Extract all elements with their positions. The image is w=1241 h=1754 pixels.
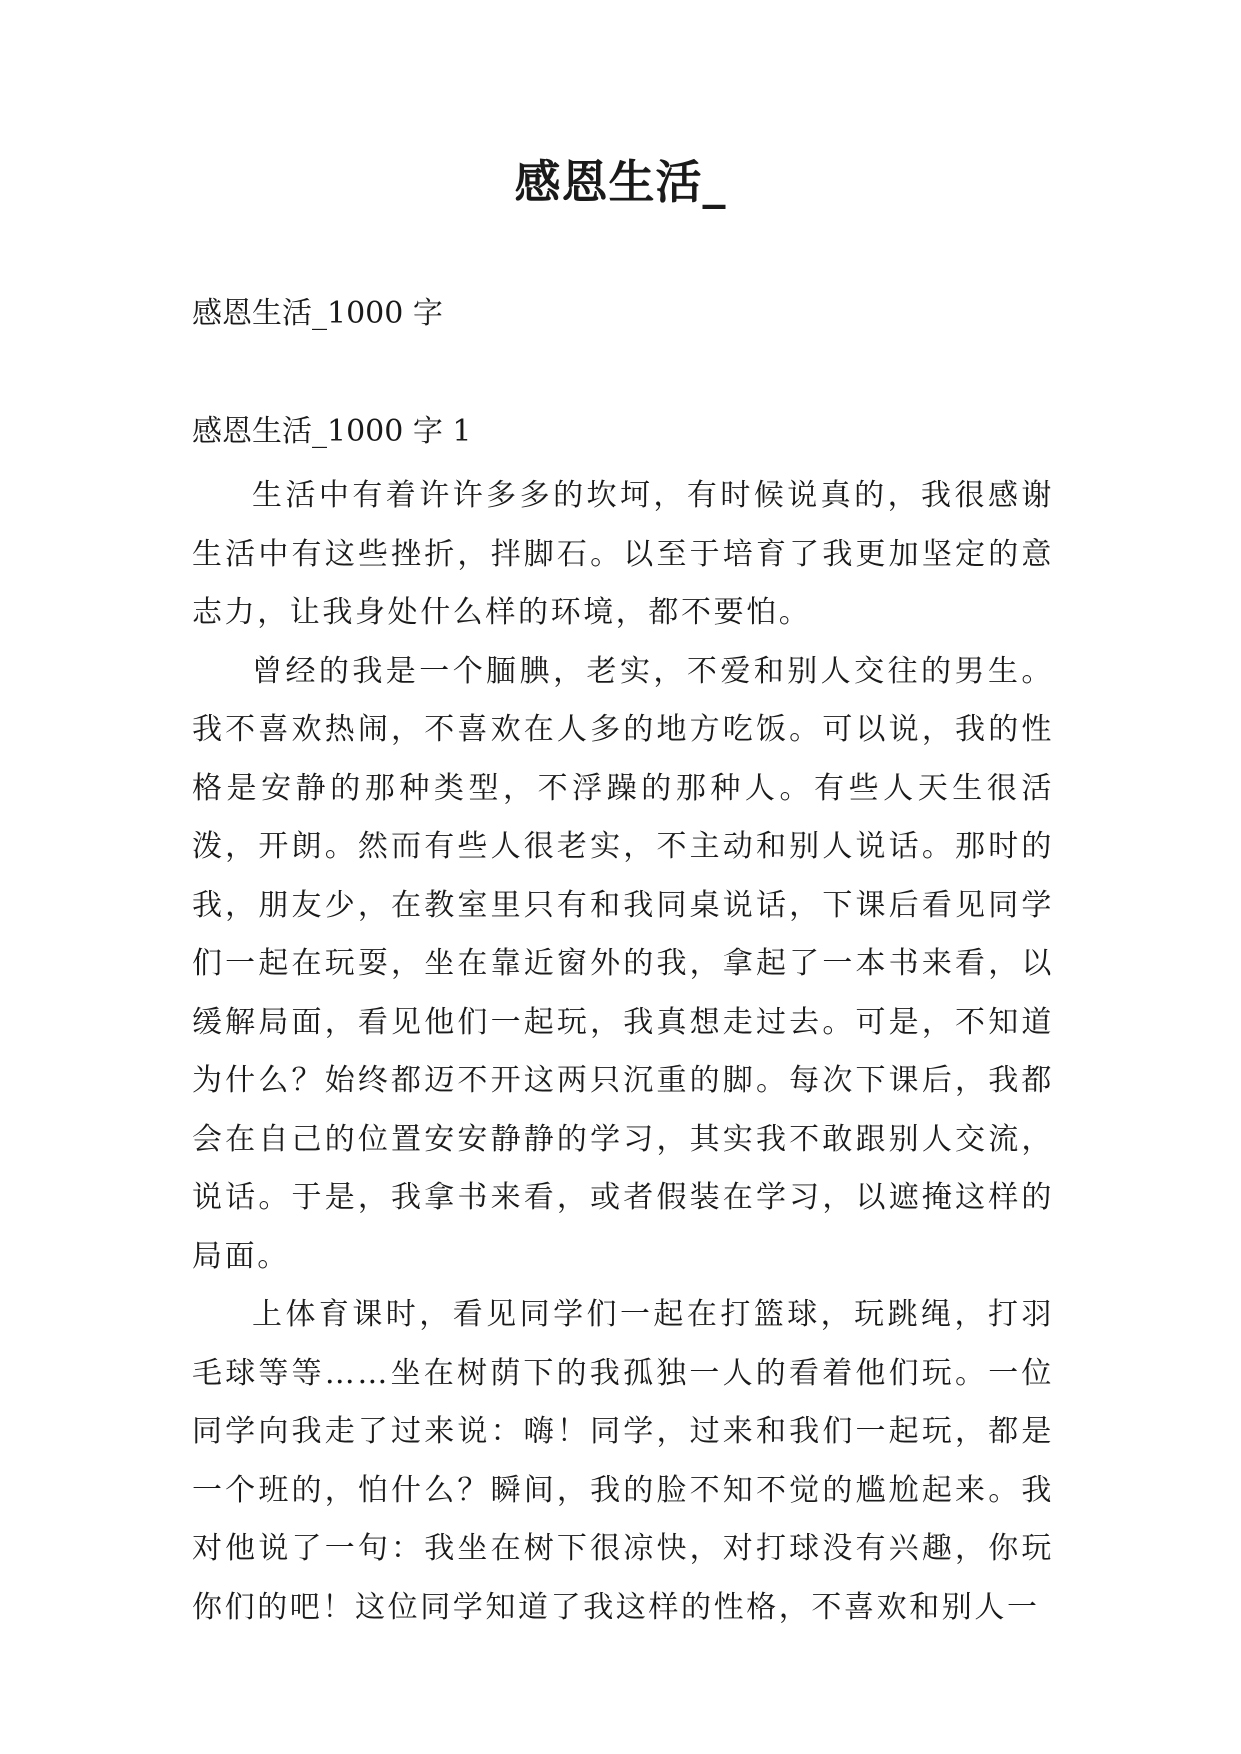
paragraph-1: 生活中有着许许多多的坎坷，有时候说真的，我很感谢生活中有这些挫折，拌脚石。以至于培育了我更加坚定的意志力，让我身处什么样的环境，都不要怕。: [192, 478, 1054, 630]
document-subtitle: 感恩生活_1000 字: [192, 296, 443, 331]
article-body: [192, 467, 1054, 1637]
paragraph-2: 曾经的我是一个腼腆，老实，不爱和别人交往的男生。我不喜欢热闹，不喜欢在人多的地方吃饭。可以说，我的性格是安静的那种类型，不浮躁的那种人。有些人天生很活泼，开朗。然而有些人很老实，不主动和别人说话。那时的我，朋友少，在教室里只有和我同桌说话，下课后看见同学们一起在玩耍，坐在靠近窗外的我，拿起了一本书来看，以缓解局面，看见他们一起玩，我真想走过去。可是，不知道为什么？始终都迈不开这两只沉重的脚。每次下课后，我都会在自己的位置安安静静的学习，其实我不敢跟别人交流，说话。于是，我拿书来看，或者假装在学习，以遮掩这样的局面。: [192, 653, 1054, 1274]
section-heading: 感恩生活_1000 字 1: [192, 414, 472, 449]
paragraph-3: 上体育课时，看见同学们一起在打篮球，玩跳绳，打羽毛球等等……坐在树荫下的我孤独一人的看着他们玩。一位同学向我走了过来说：嗨！同学，过来和我们一起玩，都是一个班的，怕什么？瞬间，我的脸不知不觉的尴尬起来。我对他说了一句：我坐在树下很凉快，对打球没有兴趣，你玩你们的吧！这位同学知道了我这样的性格，不喜欢和别人一: [192, 1297, 1054, 1625]
document-title: 感恩生活_: [514, 155, 727, 209]
